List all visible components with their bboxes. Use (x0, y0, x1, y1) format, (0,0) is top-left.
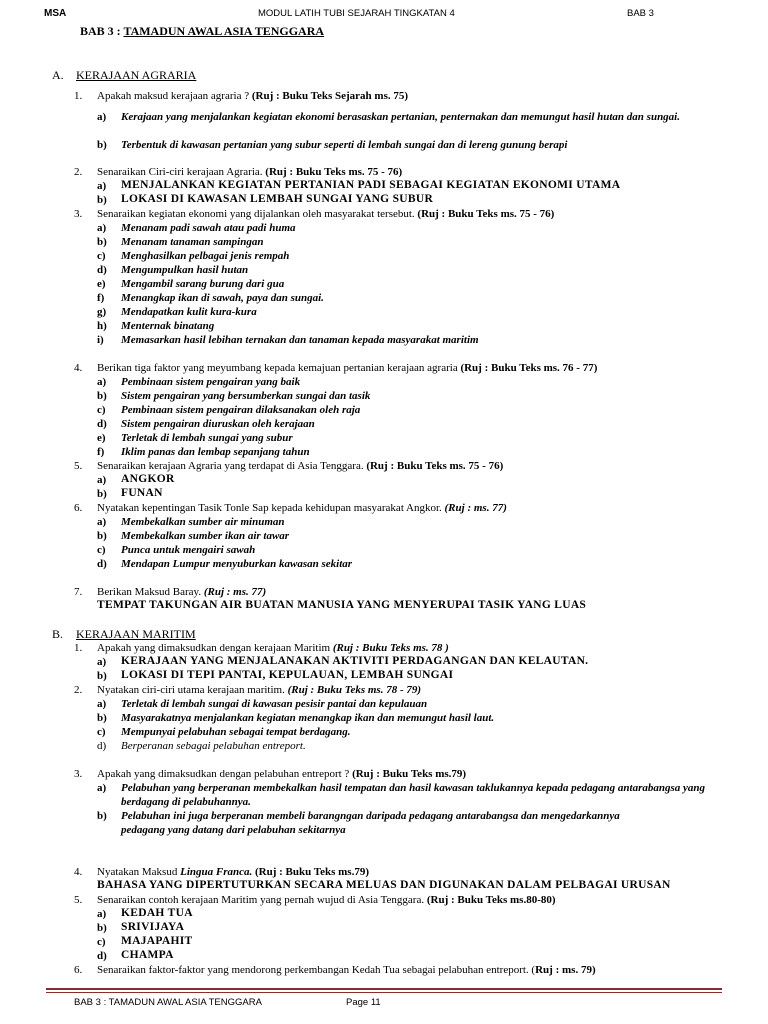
answer-text: Terletak di lembah sungai di kawasan pesisir pantai dan kepulauan (121, 698, 428, 710)
answer-letter: h) (97, 320, 107, 332)
answer-letter: e) (97, 432, 106, 444)
answer-text: Masyarakatnya menjalankan kegiatan menangkap ikan dan memungut hasil laut. (121, 712, 495, 724)
question-number: 3. (74, 208, 83, 220)
answer-text: BAHASA YANG DIPERTUTURKAN SECARA MELUAS DAN DIGUNAKAN DALAM PELBAGAI URUSAN (97, 879, 671, 891)
chapter-name: TAMADUN AWAL ASIA TENGGARA (123, 24, 325, 38)
answer-text: SRIVIJAYA (121, 921, 185, 933)
answer-text: Punca untuk mengairi sawah (121, 544, 256, 556)
question-reference: (Ruj : ms. 77) (203, 586, 267, 598)
answer-text: LOKASI DI KAWASAN LEMBAH SUNGAI YANG SUBUR (121, 193, 434, 205)
answer-text: Berperanan sebagai pelabuhan entreport. (121, 740, 306, 752)
answer-text: Membekalkan sumber ikan air tawar (121, 530, 290, 542)
answer-letter: b) (97, 488, 107, 500)
answer-text: TEMPAT TAKUNGAN AIR BUATAN MANUSIA YANG MENYERUPAI TASIK YANG LUAS (97, 599, 587, 611)
answer-letter: a) (97, 908, 107, 920)
answer-text: Membekalkan sumber air minuman (121, 516, 285, 528)
answer-text: Menanam tanaman sampingan (121, 236, 264, 248)
answer-letter: b) (97, 194, 107, 206)
answer-text: Mengambil sarang burung dari gua (121, 278, 285, 290)
answer-letter: a) (97, 516, 107, 528)
answer-text: KEDAH TUA (121, 907, 193, 919)
question-prompt: Senaraikan faktor-faktor yang mendorong perkembangan Kedah Tua sebagai pelabuhan entreport. ( (97, 964, 536, 976)
answer-letter: b) (97, 236, 107, 248)
question-prompt: Nyatakan ciri-ciri utama kerajaan maritim. (97, 684, 288, 696)
question-reference: (Ruj : Buku Teks ms. 76 - 77) (460, 362, 598, 374)
answer-letter: c) (97, 544, 106, 556)
answer-letter: a) (97, 782, 107, 794)
answer-letter: c) (97, 936, 106, 948)
answer-text: FUNAN (121, 487, 163, 499)
question-reference: (Ruj : Buku Teks ms. 75 - 76) (265, 166, 403, 178)
question-prompt: Senaraikan Ciri-ciri kerajaan Agraria. (97, 166, 266, 178)
answer-text: Memasarkan hasil lebihan ternakan dan tanaman kepada masyarakat maritim (121, 334, 479, 346)
answer-text: Pembinaan sistem pengairan yang baik (121, 376, 301, 388)
chapter-prefix: BAB 3 : (80, 24, 124, 38)
question-number: 6. (74, 964, 83, 976)
question-text (97, 208, 554, 220)
section-title: KERAJAAN AGRARIA (76, 68, 197, 82)
answer-letter: g) (97, 306, 107, 318)
question-prompt: Berikan Maksud Baray. (97, 586, 204, 598)
answer-letter: d) (97, 418, 107, 430)
question-text (97, 362, 597, 374)
answer-letter: b) (97, 712, 107, 724)
footer-page-number: Page 11 (346, 997, 381, 1008)
question-text (97, 964, 596, 976)
answer-text: Mempunyai pelabuhan sebagai tempat berdagang. (121, 726, 351, 738)
question-reference: (Ruj : Buku Teks ms.80-80) (426, 894, 556, 906)
question-prompt: Nyatakan Maksud (97, 866, 181, 878)
question-number: 1. (74, 90, 83, 102)
question-number: 4. (74, 362, 83, 374)
question-reference: (Ruj : ms. 77) (444, 502, 507, 514)
section-b-heading (52, 627, 196, 642)
answer-text: Iklim panas dan lembap sepanjang tahun (121, 446, 310, 458)
answer-letter: a) (97, 180, 107, 192)
answer-letter: d) (97, 740, 107, 752)
header-left: MSA (44, 8, 67, 19)
answer-letter: d) (97, 558, 107, 570)
question-number: 2. (74, 166, 83, 178)
question-number: 1. (74, 642, 83, 654)
answer-letter: c) (97, 726, 106, 738)
question-text (97, 586, 266, 598)
answer-letter: a) (97, 111, 107, 123)
answer-letter: b) (97, 530, 107, 542)
footer-rule-thin (46, 992, 722, 993)
answer-text: Pembinaan sistem pengairan dilaksanakan oleh raja (121, 404, 361, 416)
question-text (97, 166, 402, 178)
answer-text: Menternak binatang (121, 320, 215, 332)
header-right: BAB 3 (627, 8, 654, 19)
chapter-title (80, 24, 324, 39)
answer-letter: e) (97, 278, 106, 290)
question-number: 4. (74, 866, 83, 878)
answer-text: Mengumpulkan hasil hutan (121, 264, 249, 276)
header-title: MODUL LATIH TUBI SEJARAH TINGKATAN 4 (258, 8, 455, 19)
question-prompt: Senaraikan kegiatan ekonomi yang dijalankan oleh masyarakat tersebut. (97, 208, 418, 220)
answer-letter: d) (97, 950, 107, 962)
answer-text: Kerajaan yang menjalankan kegiatan ekonomi berasaskan pertanian, penternakan dan memungut hasil hutan dan sungai. (121, 111, 680, 123)
section-a-heading (52, 68, 196, 83)
question-prompt: Apakah yang dimaksudkan dengan pelabuhan entreport ? (97, 768, 353, 780)
question-text (97, 684, 421, 696)
question-prompt: Apakah yang dimaksudkan dengan kerajaan Maritim (97, 642, 333, 654)
footer-chapter: BAB 3 : TAMADUN AWAL ASIA TENGGARA (74, 997, 262, 1008)
answer-letter: c) (97, 250, 106, 262)
answer-text: ANGKOR (121, 473, 175, 485)
question-number: 5. (74, 894, 83, 906)
answer-letter: c) (97, 404, 106, 416)
question-text (97, 642, 449, 654)
answer-text: Mendapatkan kulit kura-kura (121, 306, 257, 318)
answer-letter: a) (97, 698, 107, 710)
question-text (97, 768, 466, 780)
answer-text: Menangkap ikan di sawah, paya dan sungai. (121, 292, 324, 304)
answer-text: Menanam padi sawah atau padi huma (121, 222, 296, 234)
question-text (97, 866, 369, 878)
question-prompt: Apakah maksud kerajaan agraria ? (97, 90, 252, 102)
question-term: Lingua Franca. (180, 866, 253, 878)
question-reference: (Ruj : Buku Teks Sejarah ms. 75) (251, 90, 409, 102)
question-text (97, 894, 556, 906)
question-reference: (Ruj : Buku Teks ms. 78 ) (332, 642, 449, 654)
answer-text: Menghasilkan pelbagai jenis rempah (121, 250, 290, 262)
question-reference: (Ruj : Buku Teks ms. 75 - 76) (366, 460, 504, 472)
section-letter: A. (52, 68, 64, 82)
question-prompt: Berikan tiga faktor yang meyumbang kepada kemajuan pertanian kerajaan agraria (97, 362, 461, 374)
answer-letter: i) (97, 334, 104, 346)
question-reference: (Ruj : Buku Teks ms.79) (252, 866, 369, 878)
answer-text: Terletak di lembah sungai yang subur (121, 432, 293, 444)
answer-letter: f) (97, 292, 105, 304)
answer-letter: a) (97, 656, 107, 668)
question-reference: (Ruj : Buku Teks ms. 75 - 76) (417, 208, 555, 220)
question-text (97, 460, 503, 472)
section-title: KERAJAAN MARITIM (76, 627, 196, 641)
answer-text: KERAJAAN YANG MENJALANAKAN AKTIVITI PERDAGANGAN DAN KELAUTAN. (121, 655, 589, 667)
answer-letter: b) (97, 810, 107, 822)
answer-letter: b) (97, 670, 107, 682)
question-number: 2. (74, 684, 83, 696)
question-number: 7. (74, 586, 83, 598)
answer-letter: b) (97, 922, 107, 934)
section-letter: B. (52, 627, 64, 641)
answer-letter: b) (97, 390, 107, 402)
answer-text: Pelabuhan ini juga berperanan membeli barangngan daripada pedagang antarabangsa dan mengedarkannya pedagang yang datang dari pelabuhan sekitarnya (121, 810, 620, 836)
answer-letter: a) (97, 474, 107, 486)
answer-text: LOKASI DI TEPI PANTAI, KEPULAUAN, LEMBAH SUNGAI (121, 669, 454, 681)
question-reference: (Ruj : Buku Teks ms.79) (352, 768, 467, 780)
answer-text: MENJALANKAN KEGIATAN PERTANIAN PADI SEBAGAI KEGIATAN EKONOMI UTAMA (121, 179, 621, 191)
answer-text: Terbentuk di kawasan pertanian yang subur seperti di lembah sungai dan di lereng gunung berapi (121, 139, 568, 151)
footer-rule (46, 988, 722, 990)
question-prompt: Nyatakan kepentingan Tasik Tonle Sap kepada kehidupan masyarakat Angkor. (97, 502, 445, 514)
question-number: 3. (74, 768, 83, 780)
answer-text: Pelabuhan yang berperanan membekalkan hasil tempatan dan hasil kawasan taklukannya kepada pedagang antarabangsa yang berdagang di pelabuhannya. (121, 782, 705, 808)
question-prompt: Senaraikan kerajaan Agraria yang terdapat di Asia Tenggara. (97, 460, 367, 472)
answer-text: Sistem pengairan diuruskan oleh kerajaan (121, 418, 315, 430)
answer-text: Sistem pengairan yang bersumberkan sungai dan tasik (121, 390, 371, 402)
question-number: 6. (74, 502, 83, 514)
answer-text: Mendapan Lumpur menyuburkan kawasan sekitar (121, 558, 353, 570)
question-text (97, 90, 408, 102)
question-reference: (Ruj : Buku Teks ms. 78 - 79) (287, 684, 422, 696)
answer-letter: d) (97, 264, 107, 276)
answer-letter: f) (97, 446, 105, 458)
answer-letter: a) (97, 376, 107, 388)
question-text (97, 502, 507, 514)
question-number: 5. (74, 460, 83, 472)
answer-letter: b) (97, 139, 107, 151)
answer-letter: a) (97, 222, 107, 234)
question-prompt: Senaraikan contoh kerajaan Maritim yang pernah wujud di Asia Tenggara. (97, 894, 427, 906)
answer-text: CHAMPA (121, 949, 174, 961)
question-reference: Ruj : ms. 79) (535, 964, 596, 976)
answer-text: MAJAPAHIT (121, 935, 193, 947)
